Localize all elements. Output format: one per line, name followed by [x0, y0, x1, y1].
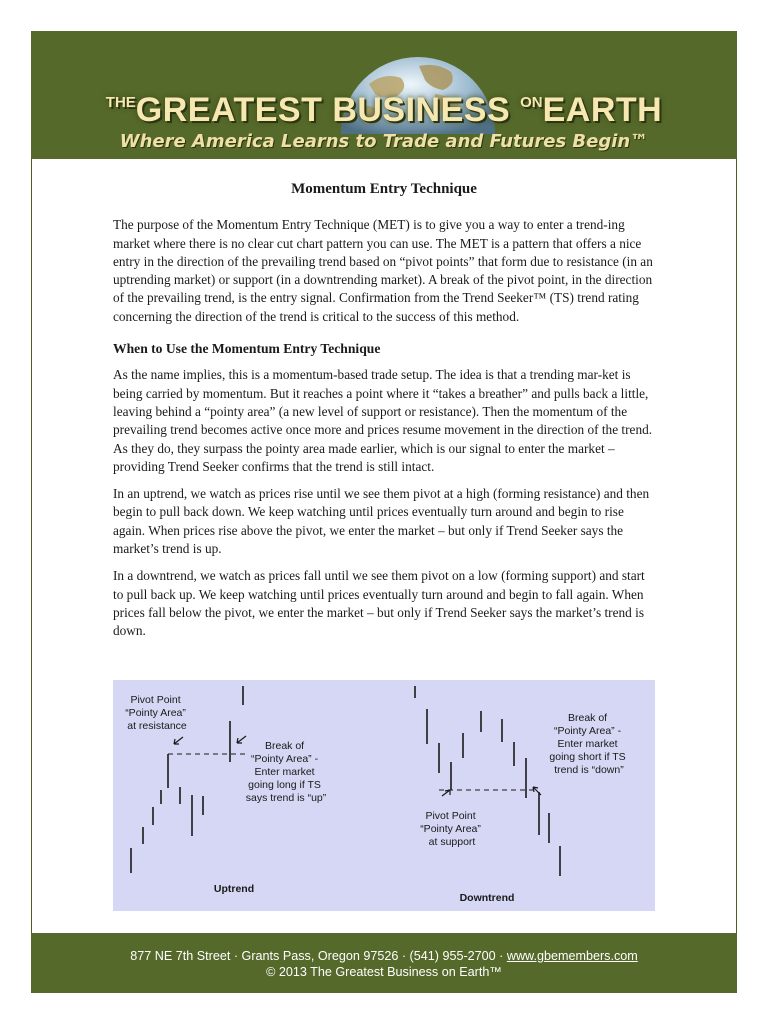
brand-earth: EARTH — [542, 91, 663, 129]
uptrend-bars — [131, 686, 560, 876]
uptrend-break-line: going long if TS — [248, 779, 321, 791]
uptrend-pivot-line: “Pointy Area” — [125, 707, 186, 719]
downtrend-break-line: Break of — [567, 712, 608, 724]
downtrend-break-line: Enter market — [557, 738, 618, 750]
uptrend-pivot-line: at resistance — [127, 720, 187, 732]
brand-on: ON — [520, 94, 543, 111]
downtrend-pivot-label — [420, 810, 484, 848]
downtrend-pivot-line: “Pointy Area” — [420, 823, 481, 835]
downtrend-pivot-line: Pivot Point — [425, 810, 476, 822]
brand-the: THE — [105, 94, 136, 111]
footer-copyright: © 2013 The Greatest Business on Earth™ — [266, 965, 502, 979]
met-diagram-svg — [113, 680, 655, 911]
intro-paragraph: The purpose of the Momentum Entry Technique (MET) is to give you a way to enter a trend-ing market where there is no clear cut chart pattern you can use. The MET is a pattern that offers a nice entry in the direction of the prevailing trend based on “pivot points” that form due to resistance (in an uptrending market) or support (in a downtrending market). A break of the pivot point, in the direction of the prevailing trend, is the entry signal. Confirmation from the Trend Seeker™ (TS) trend rating concerning the direction of the trend is critical to the success of this method. — [113, 217, 653, 324]
pivot-arrow-icon — [174, 737, 183, 744]
brand-tagline: Where America Learns to Trade and Futures Begin™ — [119, 131, 649, 152]
page-title: Momentum Entry Technique — [291, 181, 477, 197]
uptrend-break-line: Enter market — [254, 766, 315, 778]
paragraph-uptrend: In an uptrend, we watch as prices rise until we see them pivot at a high (forming resistance) and then begin to pull back down. We keep watching until prices eventually turn around and begin to rise again. When prices rise above the pivot, we enter the market – but only if Trend Seeker says the market’s trend is up. — [113, 486, 650, 557]
footer-address: 877 NE 7th Street · Grants Pass, Oregon 97526 · (541) 955-2700 · — [130, 949, 507, 963]
paragraph-downtrend: In a downtrend, we watch as prices fall until we see them pivot on a low (forming support) and start to pull back up. We keep watching until prices eventually turn around and begin to fall again. When prices fall below the pivot, we enter the market – but only if Trend Seeker says the market’s trend is down. — [113, 568, 645, 639]
uptrend-pivot-line: Pivot Point — [130, 694, 181, 706]
website-link[interactable]: www.gbemembers.com — [506, 949, 638, 963]
downtrend-break-line: trend is “down” — [554, 764, 624, 776]
downtrend-pivot-line: at support — [428, 836, 476, 848]
uptrend-break-line: Break of — [264, 740, 305, 752]
downtrend-caption: Downtrend — [459, 892, 515, 904]
footer — [31, 933, 737, 993]
header-banner — [31, 31, 737, 159]
met-diagram — [113, 680, 655, 911]
support-pivot-arrow-icon — [442, 790, 450, 796]
downtrend-break-line: “Pointy Area” - — [553, 725, 622, 737]
section-heading: When to Use the Momentum Entry Technique — [113, 341, 381, 357]
brand-title — [31, 91, 737, 130]
uptrend-caption: Uptrend — [213, 883, 255, 895]
uptrend-break-line: “Pointy Area” - — [250, 753, 319, 765]
downtrend-break-line: going short if TS — [549, 751, 626, 763]
brand-main: GREATEST BUSINESS — [135, 91, 511, 129]
paragraph-momentum: As the name implies, this is a momentum-based trade setup. The idea is that a trending mar-ket is being carried by momentum. But it reaches a point where it “takes a breather” and pulls back a little, leaving behind a “pointy area” (a new level of support or resistance). Then the momentum of the prevailing trend becomes active once more and prices resume movement in the direction of the trend. As they do, they surpass the pointy area made earlier, which is our signal to enter the market – providing Trend Seeker confirms that the trend is still intact. — [113, 367, 653, 474]
downtrend-break-label — [549, 712, 628, 776]
uptrend-break-line: says trend is “up” — [245, 792, 327, 804]
article-body — [113, 180, 655, 650]
short-break-arrow-icon — [533, 787, 541, 795]
footer-address-line — [31, 949, 737, 963]
uptrend-break-label — [246, 740, 327, 804]
uptrend-pivot-label — [125, 694, 189, 732]
break-arrow-icon — [237, 736, 246, 743]
